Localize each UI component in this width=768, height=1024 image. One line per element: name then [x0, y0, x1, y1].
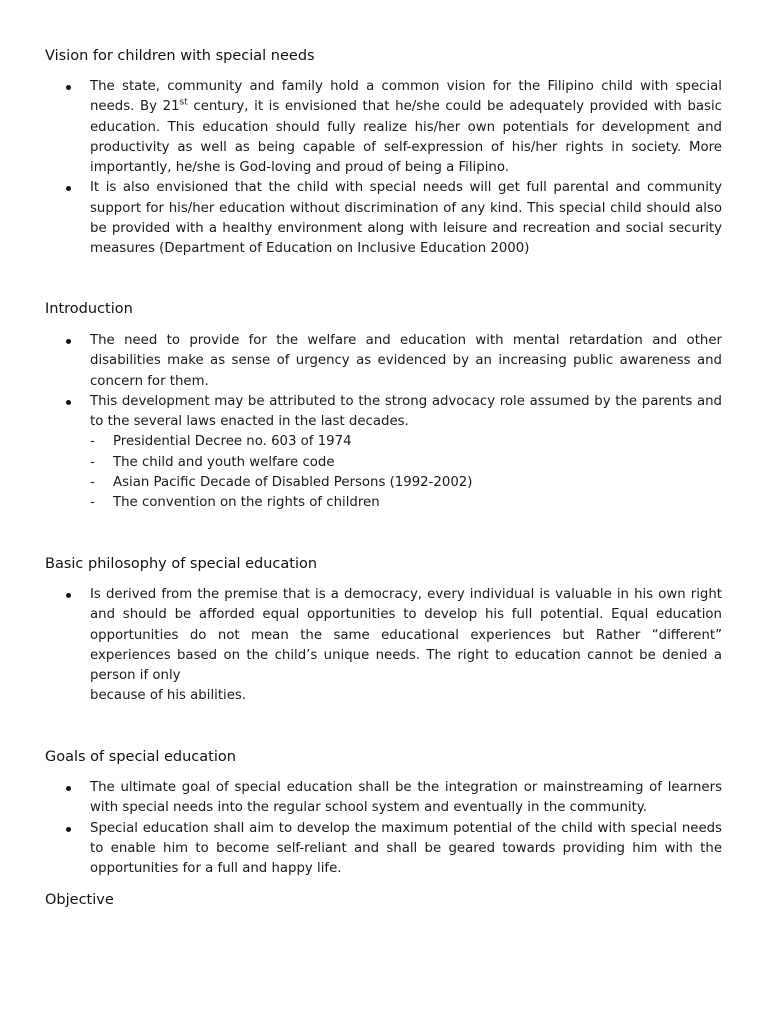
list-item — [0, 585, 768, 707]
dash-marker: - — [90, 434, 95, 450]
sublist-item — [90, 453, 722, 473]
bullet-icon — [66, 186, 71, 191]
list-item — [0, 331, 768, 392]
heading-introduction: Introduction — [45, 301, 133, 317]
law-text: Asian Pacific Decade of Disabled Persons (1992-2002) — [113, 475, 473, 491]
bullet-icon — [66, 85, 71, 90]
heading-vision: Vision for children with special needs — [45, 48, 315, 64]
goals-list — [0, 778, 768, 879]
bullet-icon — [66, 593, 71, 598]
law-text: Presidential Decree no. 603 of 1974 — [113, 434, 352, 450]
goals-bullet-2: Special education shall aim to develop the maximum potential of the child with special needs to enable him to become self-reliant and shall be geared towards providing him with the opportunities for a full and happy life. — [90, 820, 722, 877]
heading-objective: Objective — [45, 892, 114, 908]
intro-bullet-1: The need to provide for the welfare and education with mental retardation and other disabilities make as sense of urgency as evidenced by an increasing public awareness and concern for them. — [90, 333, 722, 389]
philosophy-list — [0, 585, 768, 707]
intro-bullet-2: This development may be attributed to the strong advocacy role assumed by the parents and to the several laws enacted in the last decades. — [90, 393, 722, 430]
sublist-item — [90, 493, 722, 513]
laws-sublist — [90, 432, 722, 513]
goals-bullet-1: The ultimate goal of special education shall be the integration or mainstreaming of learners with special needs into the regular school system and eventually in the community. — [90, 780, 722, 816]
law-text: The child and youth welfare code — [113, 454, 335, 470]
bullet-icon — [66, 827, 71, 832]
sublist-item — [90, 432, 722, 452]
vision-bullet-1-pre: The state, community and family hold a common vision for the Filipino child with special needs. By 21 — [90, 79, 722, 115]
bullet-icon — [66, 400, 71, 405]
dash-marker: - — [90, 475, 95, 491]
dash-marker: - — [90, 454, 95, 470]
list-item — [0, 819, 768, 880]
vision-bullet-1-post: century, it is envisioned that he/she could be adequately provided with basic education. This education should fully realize his/her own potentials for development and productivity as well as being capable of self-expression of his/her rights in society. More importantly, he/she is God-loving and proud of being a Filipino. — [90, 99, 722, 176]
superscript-ordinal: st — [179, 97, 188, 108]
list-item — [0, 77, 768, 178]
sublist-item — [90, 473, 722, 493]
philosophy-bullet-1: Is derived from the premise that is a democracy, every individual is valuable in his own right and should be afforded equal opportunities to develop his full potential. Equal education opportunities do not mean the same educational experiences but Rather “different” experiences based on the child’s unique needs. The right to education cannot be denied a person if only — [90, 587, 722, 684]
list-item — [0, 392, 768, 514]
vision-list — [0, 77, 768, 260]
law-text: The convention on the rights of children — [113, 495, 380, 511]
introduction-list — [0, 331, 768, 514]
list-item — [0, 778, 768, 819]
dash-marker: - — [90, 495, 95, 511]
list-item — [0, 178, 768, 259]
bullet-icon — [66, 786, 71, 791]
heading-goals: Goals of special education — [45, 749, 236, 765]
philosophy-bullet-1-tail: because of his abilities. — [90, 688, 247, 704]
vision-bullet-2: It is also envisioned that the child with special needs will get full parental and community support for his/her education without discrimination of any kind. This special child should also be provided with a healthy environment along with leisure and recreation and social security measures (Department of Education on Inclusive Education 2000) — [90, 180, 722, 257]
bullet-icon — [66, 339, 71, 344]
heading-philosophy: Basic philosophy of special education — [45, 556, 318, 572]
